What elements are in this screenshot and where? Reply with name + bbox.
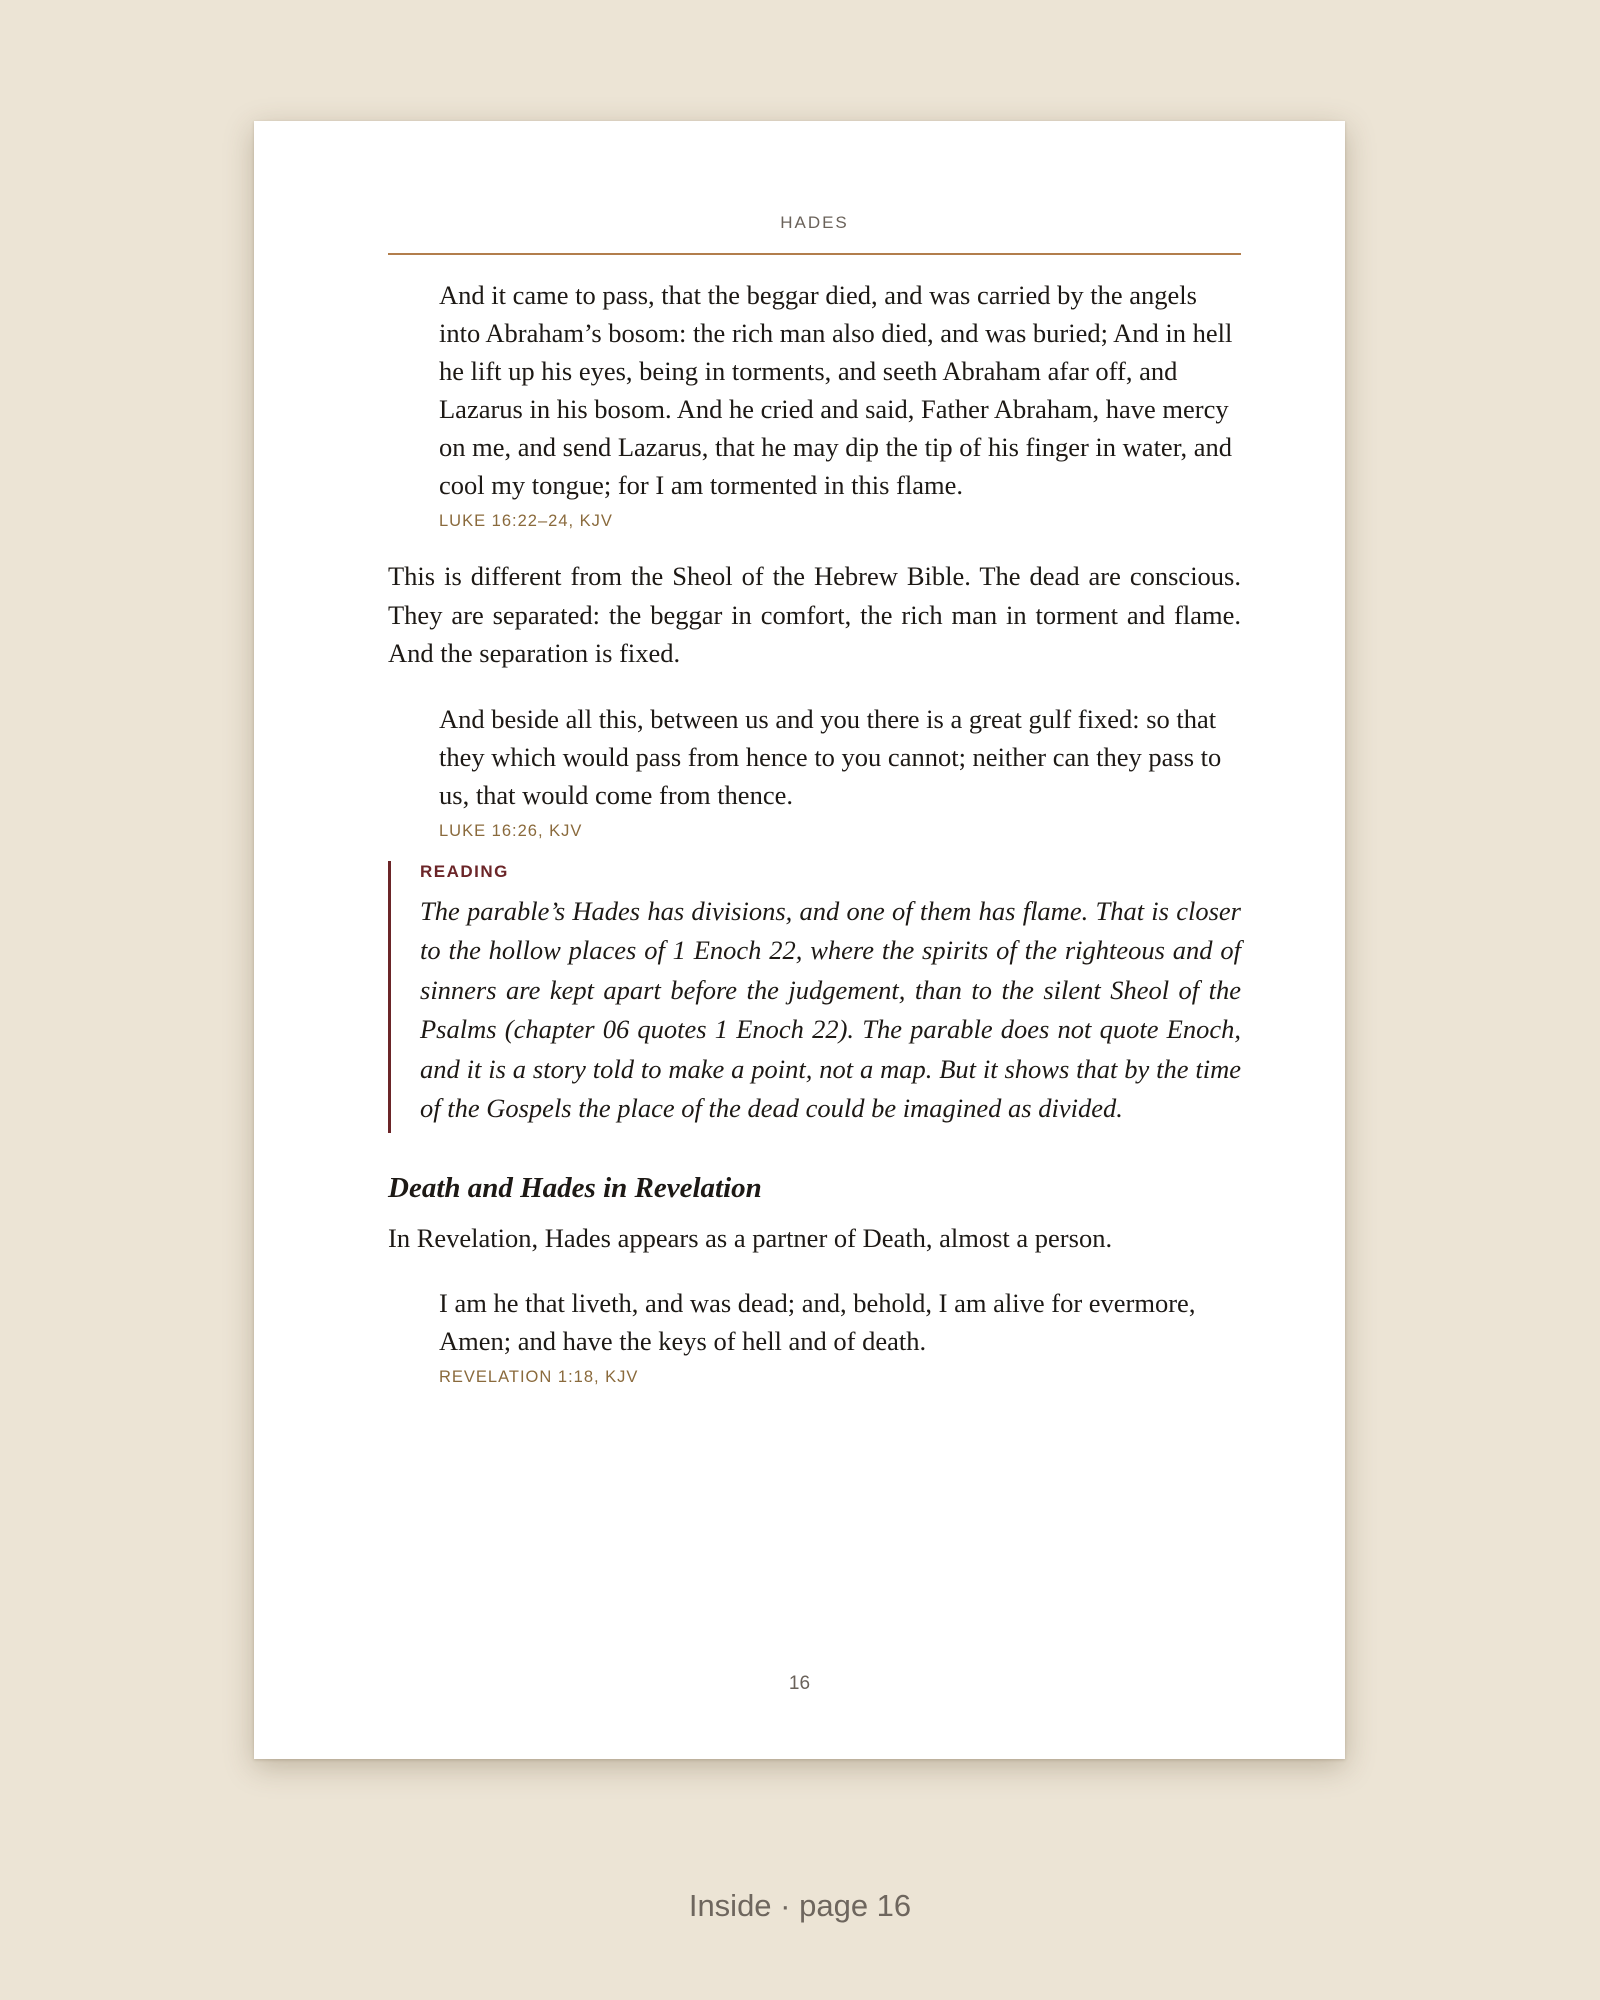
quote-text: I am he that liveth, and was dead; and, behold, I am alive for evermore, Amen; and have the keys of hell and of death.	[439, 1288, 1196, 1356]
page-caption: Inside · page 16	[688, 1888, 912, 1923]
section-heading: Death and Hades in Revelation	[388, 1171, 762, 1204]
reading-text: The parable’s Hades has divisions, and one of them has flame. That is closer to the hollow places of 1 Enoch 22, where the spirits of the righteous and of sinners are kept apart before the judgement, than to the silent Sheol of the Psalms (chapter 06 quotes 1 Enoch 22). The parable does not quote Enoch, and it is a story told to make a point, not a map. But it shows that by the time of the Gospels the place of the dead could be imagined as divided.	[420, 895, 1241, 1123]
block-quote-luke-16-26	[439, 700, 1241, 842]
header-rule	[388, 253, 1241, 255]
book-page	[254, 121, 1345, 1759]
quote-citation: LUKE 16:22–24, KJV	[439, 512, 613, 530]
running-head: HADES	[780, 213, 849, 232]
quote-citation: LUKE 16:26, KJV	[439, 821, 583, 840]
reading-label: READING	[420, 861, 509, 881]
body-text	[388, 276, 1241, 1388]
block-quote-revelation-1-18	[439, 1284, 1241, 1388]
block-quote-luke-16-22	[439, 276, 1241, 532]
body-paragraph: In Revelation, Hades appears as a partner of Death, almost a person.	[388, 1222, 1113, 1253]
quote-citation: REVELATION 1:18, KJV	[439, 1368, 639, 1386]
body-paragraph: This is different from the Sheol of the Hebrew Bible. The dead are conscious. They are separated: the beggar in comfort, the rich man in torment and flame. And the separation is fixed.	[388, 561, 1241, 668]
quote-text: And beside all this, between us and you there is a great gulf fixed: so that they which would pass from hence to you cannot; neither can they pass to us, that would come from thence.	[439, 703, 1222, 810]
page-number: 16	[788, 1673, 811, 1694]
quote-text: And it came to pass, that the beggar died, and was carried by the angels into Abraham’s bosom: the rich man also died, and was buried; And in hell he lift up his eyes, being in torments, and seeth Abraham afar off, and Lazarus in his bosom. And he cried and said, Father Abraham, have mercy on me, and send Lazarus, that he may dip the tip of his finger in water, and cool my tongue; for I am tormented in this flame.	[439, 280, 1233, 500]
reading-sidebar	[388, 861, 1241, 1133]
